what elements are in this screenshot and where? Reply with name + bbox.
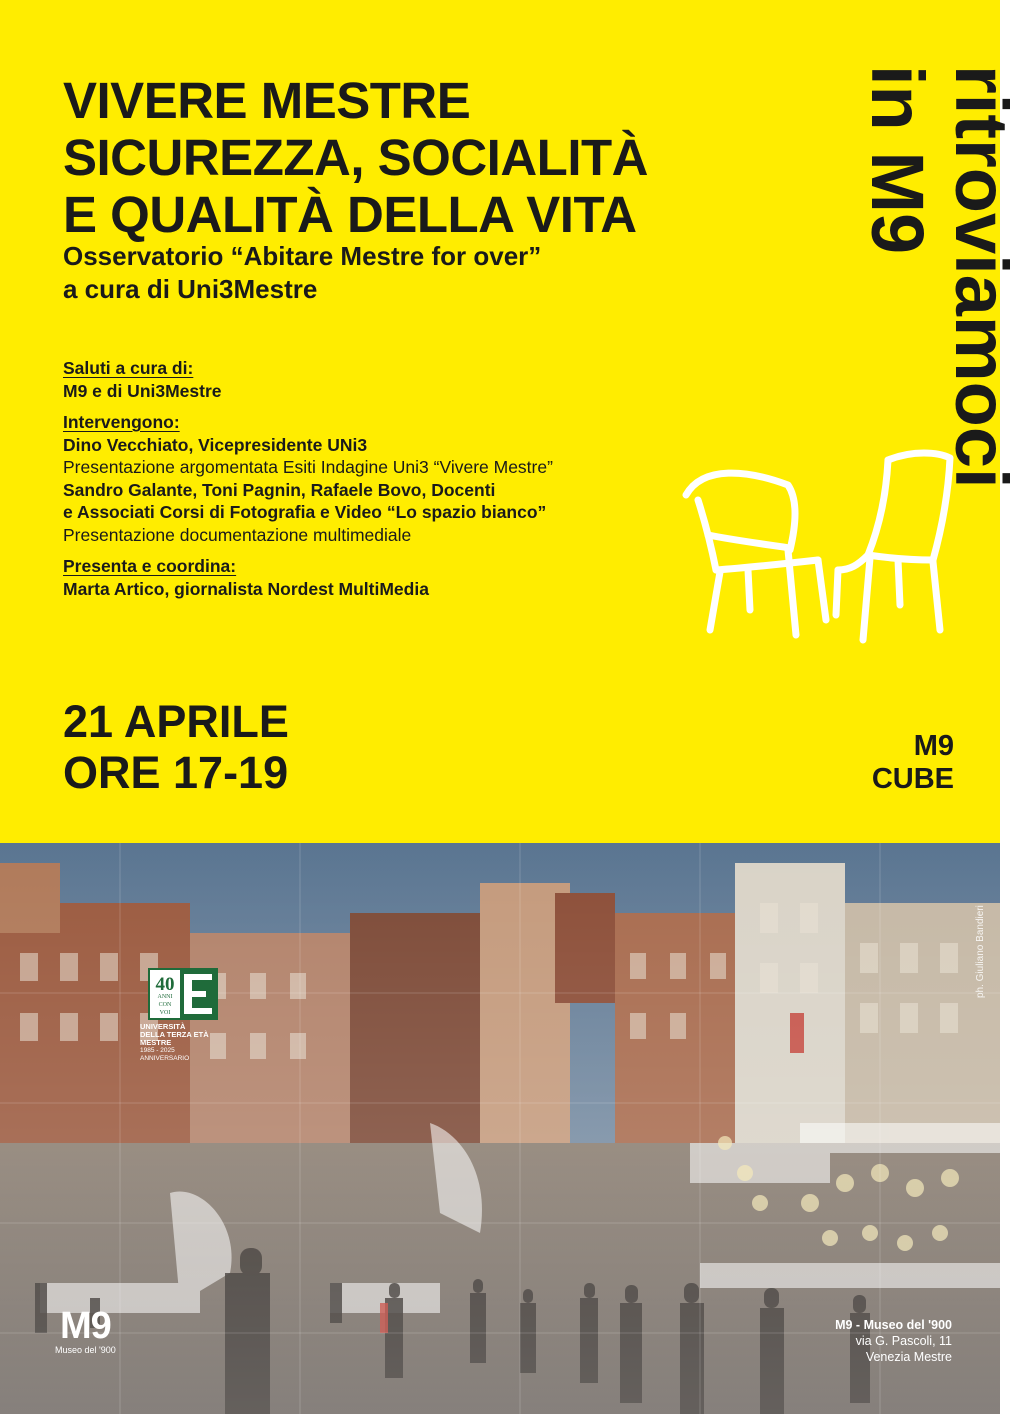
subtitle-line-1: Osservatorio “Abitare Mestre for over” bbox=[63, 241, 542, 271]
speaker-line-5: Presentazione documentazione multimediale bbox=[63, 524, 412, 545]
uni3-logo-number: 40 bbox=[155, 974, 175, 995]
m9-logo-sub: Museo del '900 bbox=[55, 1345, 116, 1355]
slogan-line-1: ritroviamoci bbox=[940, 65, 1023, 489]
poster-title bbox=[63, 72, 648, 243]
poster-subtitle bbox=[63, 240, 541, 306]
moderator-section bbox=[63, 555, 683, 600]
speaker-line-3: Sandro Galante, Toni Pagnin, Rafaele Bovo, Docenti bbox=[63, 479, 496, 500]
event-poster: VIVERE MESTRE SICUREZZA, SOCIALITÀ E QUALITÀ DELLA VITA Osservatorio “Abitare Mestre for over” a cura di Uni3Mestre Saluti a cura di: M9 e di Uni3Mestre Intervengono: Dino Vecchiato, Vicepresidente UNi3 Presentazione argomentata Esiti Indagine Uni3 “Vivere Mestre” Sandro Galante, Toni Pagnin, Rafaele Bovo, Docenti e Associati Corsi di Fotografia e Video “Lo spazio bianco” Presentazione documentazione multimediale Presenta e coordina: Marta Artico, giornalista Nordest MultiMedia 21 APRILE ORE 17-19 M9 CUBE ritroviamoci in M9 ph. Giuliano Bandieri 40 ANNI CON VOI UNIVERSITÀ DELLA TERZA ETÀ MESTRE 1985 - 2025 ANNIVERSARIO M9 Museo del '900 M9 - Museo del '900 via G. Pascoli, 11 Venezia Mestre bbox=[0, 0, 1000, 1414]
title-line-2: SICUREZZA, SOCIALITÀ bbox=[63, 129, 648, 186]
address-city: Venezia Mestre bbox=[865, 1350, 952, 1364]
venue-line-1: M9 bbox=[913, 730, 954, 762]
venue-line-2: CUBE bbox=[871, 763, 954, 795]
subtitle-line-2: a cura di Uni3Mestre bbox=[63, 274, 318, 304]
speakers-heading: Intervengono: bbox=[63, 412, 180, 432]
greetings-text: M9 e di Uni3Mestre bbox=[63, 380, 222, 401]
address-street: via G. Pascoli, 11 bbox=[855, 1334, 952, 1348]
venue-address bbox=[835, 1317, 952, 1365]
speaker-line-2: Presentazione argomentata Esiti Indagine Uni3 “Vivere Mestre” bbox=[63, 457, 553, 477]
address-name: M9 - Museo del '900 bbox=[835, 1318, 952, 1332]
event-date: 21 APRILE bbox=[63, 696, 289, 747]
title-line-1: VIVERE MESTRE bbox=[63, 72, 471, 129]
greetings-heading: Saluti a cura di: bbox=[63, 358, 194, 378]
moderator-heading: Presenta e coordina: bbox=[63, 556, 237, 576]
program bbox=[63, 357, 683, 609]
uni3-logo-text: UNIVERSITÀ DELLA TERZA ETÀ MESTRE 1985 - 2025 ANNIVERSARIO bbox=[140, 1022, 209, 1062]
uni3-logo-con: CON bbox=[158, 1002, 172, 1008]
event-venue bbox=[872, 730, 954, 796]
speaker-line-4: e Associati Corsi di Fotografia e Video “Lo spazio bianco” bbox=[63, 502, 547, 522]
m9-logo-mark: M9 bbox=[59, 1305, 111, 1347]
uni3-logo-anni: ANNI bbox=[157, 994, 173, 1000]
event-time: ORE 17-19 bbox=[63, 747, 289, 798]
moderator-text: Marta Artico, giornalista Nordest MultiMedia bbox=[63, 578, 429, 599]
uni3-40-anniversary-logo bbox=[148, 968, 218, 1020]
uni3-logo-voi: VOI bbox=[159, 1010, 171, 1016]
title-line-3: E QUALITÀ DELLA VITA bbox=[63, 186, 637, 243]
m9-logo bbox=[55, 1307, 116, 1355]
event-date-time bbox=[63, 696, 289, 798]
slogan-line-2: in M9 bbox=[856, 65, 939, 255]
greetings-section bbox=[63, 357, 683, 402]
speaker-line-1: Dino Vecchiato, Vicepresidente UNi3 bbox=[63, 434, 368, 455]
speakers-section bbox=[63, 411, 683, 546]
